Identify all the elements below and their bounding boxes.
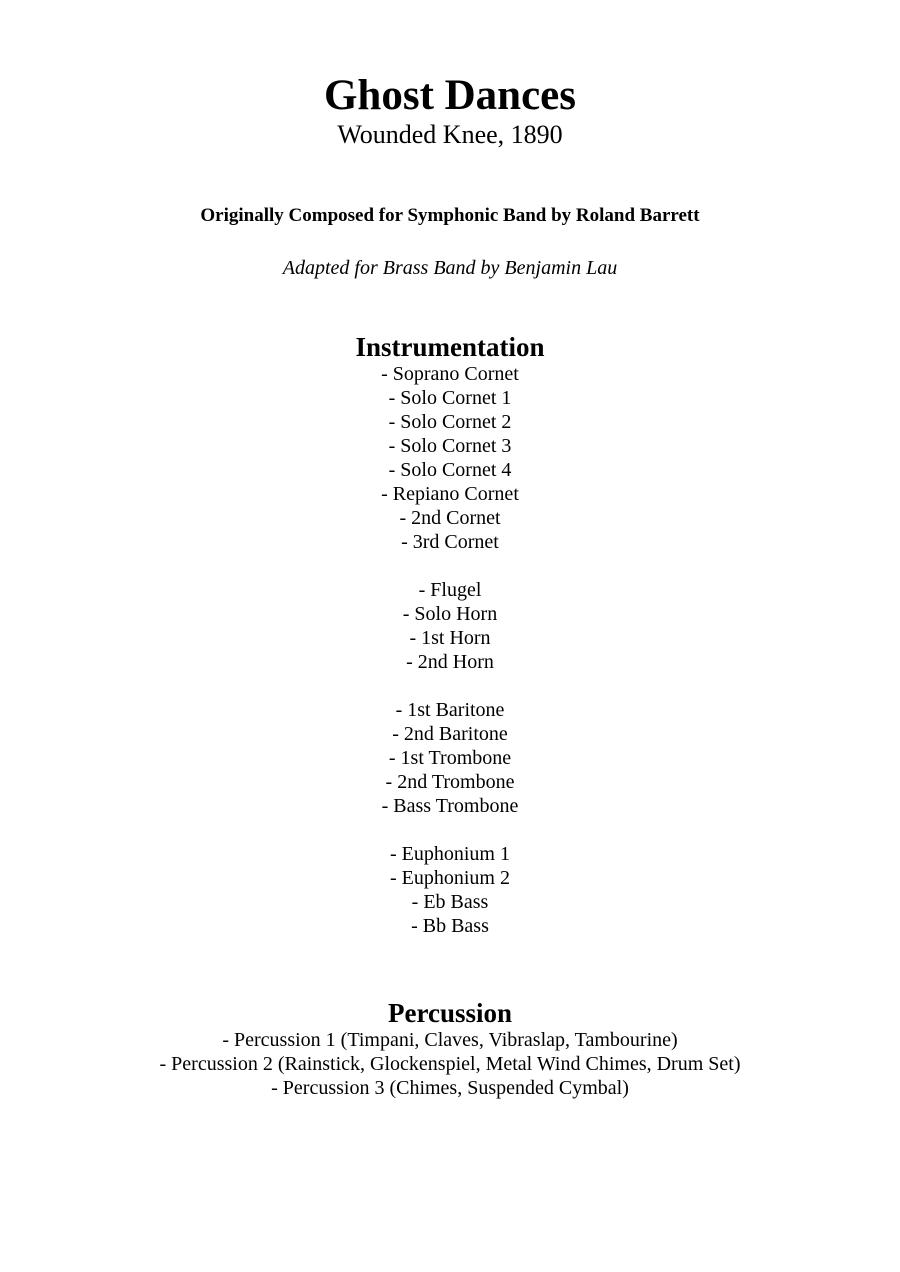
instrument-group-cornets <box>0 362 900 554</box>
instrument-item: - 1st Horn <box>409 627 491 649</box>
instrument-group-euphoniums-basses <box>0 842 900 938</box>
adapter-credit: Adapted for Brass Band by Benjamin Lau <box>282 257 618 279</box>
instrument-item: - Bass Trombone <box>381 795 519 817</box>
instrument-group-horns <box>0 578 900 674</box>
percussion-item: - Percussion 1 (Timpani, Claves, Vibraslap, Tambourine) <box>222 1029 678 1051</box>
instrument-item: - Solo Cornet 3 <box>388 435 512 457</box>
percussion-item: - Percussion 3 (Chimes, Suspended Cymbal) <box>271 1077 629 1099</box>
instrument-item: - Euphonium 2 <box>390 867 510 889</box>
instrument-item: - Eb Bass <box>411 891 489 913</box>
instrument-item: - 2nd Cornet <box>399 507 501 529</box>
piece-title: Ghost Dances <box>323 72 577 119</box>
instrument-item: - Soprano Cornet <box>381 363 519 385</box>
instrument-item: - 1st Baritone <box>395 699 505 721</box>
percussion-item: - Percussion 2 (Rainstick, Glockenspiel, Metal Wind Chimes, Drum Set) <box>159 1053 741 1075</box>
composer-credit: Originally Composed for Symphonic Band by Roland Barrett <box>200 205 700 226</box>
instrument-item: - Euphonium 1 <box>390 843 510 865</box>
instrument-item: - Solo Cornet 2 <box>388 411 512 433</box>
percussion-list <box>0 1028 900 1100</box>
instrument-item: - 2nd Baritone <box>392 723 508 745</box>
instrument-item: - Flugel <box>418 579 482 601</box>
instrument-item: - Repiano Cornet <box>381 483 519 505</box>
instrument-item: - 2nd Horn <box>406 651 494 673</box>
instrument-item: - Bb Bass <box>411 915 489 937</box>
instrument-item: - Solo Cornet 4 <box>388 459 512 481</box>
piece-subtitle: Wounded Knee, 1890 <box>337 120 563 149</box>
percussion-heading: Percussion <box>387 998 512 1028</box>
instrument-item: - Solo Cornet 1 <box>388 387 512 409</box>
instrumentation-heading: Instrumentation <box>355 332 545 362</box>
instrument-item: - 1st Trombone <box>388 747 512 769</box>
instrument-item: - 2nd Trombone <box>385 771 515 793</box>
instrument-item: - 3rd Cornet <box>401 531 499 553</box>
instrument-group-baritones-trombones <box>0 698 900 818</box>
instrument-item: - Solo Horn <box>402 603 498 625</box>
